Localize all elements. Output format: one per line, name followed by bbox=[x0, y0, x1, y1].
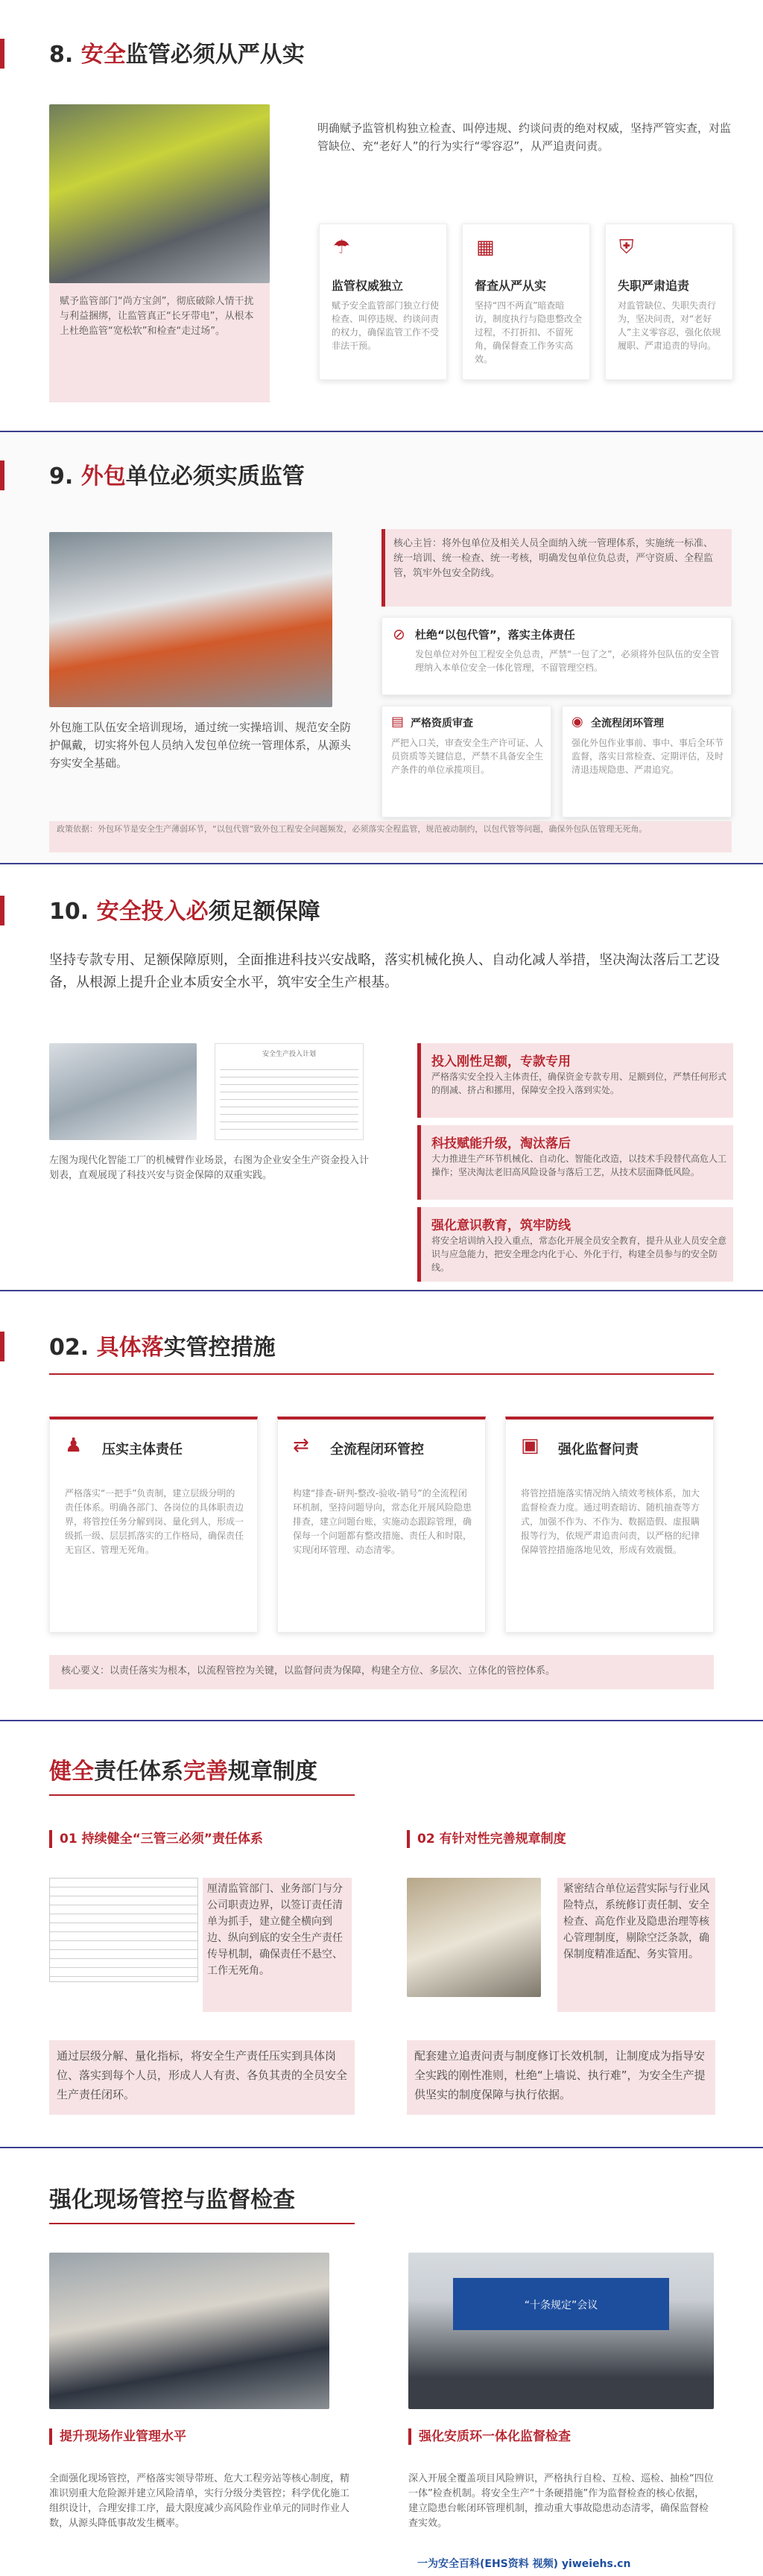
right-text: 紧密结合单位运营实际与行业风险特点，系统修订责任制、安全检查、高危作业及隐患治理等核心管理制度，剔除空泛条款，确保制度精准适配、务实管用。 bbox=[563, 1883, 709, 1961]
section-10-intro: 坚持专款专用、足额保障原则，全面推进科技兴安战略，落实机械化换人、自动化减人举措，坚决淘汰落后工艺设备，从根源上提升企业本质安全水平，筑牢安全生产根基。 bbox=[49, 952, 720, 990]
left-text: 厘清监管部门、业务部门与分公司职责边界，以签订责任清单为抓手，建立健全横向到边、纵向到底的安全生产责任传导机制，确保责任不悬空、工作无死角。 bbox=[207, 1883, 343, 1977]
investment-text: 严格落实安全投入主体责任，确保资金专款专用、足额到位，严禁任何形式的削减、挤占和挪用，保障安全投入落到实处。 bbox=[431, 1072, 727, 1095]
right-head: 02 有针对性完善规章制度 bbox=[417, 1832, 566, 1846]
left-head-bar bbox=[49, 1830, 52, 1848]
meeting-photo bbox=[408, 2253, 714, 2409]
title-underline bbox=[49, 1373, 714, 1375]
qualification-card bbox=[382, 706, 551, 817]
field-underline bbox=[49, 2223, 355, 2224]
right-head-bar bbox=[408, 2428, 411, 2445]
education-box bbox=[417, 1207, 733, 1282]
closed-loop-title: 全流程闭环管理 bbox=[591, 718, 664, 730]
card-text: 严格落实“一把手”负责制，建立层级分明的责任体系。明确各部门、各岗位的具体职责边界，将管控任务分解到岗、量化到人，形成一级抓一级、层层抓落实的工作格局，确保责任无盲区、管理无死角。 bbox=[65, 1488, 244, 1555]
policy-note-text: 政策依据：外包环节是安全生产薄弱环节，“以包代管”致外包工程安全问题频发，必须落实全程监管，规范被动制约，以包代管等问题，确保外包队伍管理无死角。 bbox=[57, 824, 648, 834]
left-head: 提升现场作业管理水平 bbox=[60, 2429, 186, 2444]
training-caption: 外包施工队伍安全培训现场，通过统一实操培训、规范安全防护佩戴，切实将外包人员纳入发包单位统一管理体系，从源头夯实安全基础。 bbox=[49, 721, 352, 770]
shield-icon: ⛨ bbox=[619, 236, 634, 259]
document-icon: ▤ bbox=[391, 714, 405, 730]
left-text: 全面强化现场管控，严格落实领导带班、危大工程旁站等核心制度，精准识别重大危险源并建立风险清单，实行分级分类管控；科学优化施工组织设计，合理安排工序，最大限度减少高风险作业单元的同时作业人数，从源头降低事故发生概率。 bbox=[49, 2473, 350, 2529]
budget-table-title: 安全生产投入计划 bbox=[262, 1051, 316, 1058]
section-8 bbox=[0, 0, 763, 432]
person-icon: ♟ bbox=[65, 1434, 83, 1457]
section-9 bbox=[0, 432, 763, 864]
card-title: 压实主体责任 bbox=[102, 1442, 183, 1458]
technology-box bbox=[417, 1125, 733, 1200]
card-responsibility bbox=[49, 1417, 258, 1633]
card-title: 失职严肃追责 bbox=[618, 279, 690, 293]
card-title: 督查从严从实 bbox=[475, 279, 547, 293]
card-closed-loop bbox=[277, 1417, 486, 1633]
section-duty-system bbox=[0, 1721, 763, 2148]
technology-text: 大力推进生产环节机械化、自动化、智能化改造，以技术手段替代高危人工操作；坚决淘汰老旧高风险设备与落后工艺，从技术层面降低风险。 bbox=[431, 1153, 727, 1177]
budget-table-grid bbox=[220, 1063, 358, 1134]
right-text: 深入开展全覆盖项目风险辨识，严格执行自检、互检、巡检、抽检“四位一体”检查机制。将安全生产“十条硬措施”作为监督检查的核心依据，建立隐患台帐闭环管理机制，推动重大事故隐患动态清零，确保监督检查实效。 bbox=[408, 2473, 714, 2529]
duty-title: 健全责任体系完善规章制度 bbox=[49, 1759, 317, 1785]
card-text: 对监管缺位、失职失责行为，坚决问责，对“老好人”主义零容忍，强化依规履职、严肃追责的导向。 bbox=[618, 300, 721, 351]
section-8-title: 8. 安全监管必须从严从实 bbox=[49, 42, 305, 68]
eye-icon: ◉ bbox=[572, 714, 583, 730]
qualification-title: 严格资质审查 bbox=[411, 718, 473, 730]
section-10-caption: 左图为现代化智能工厂的机械臂作业场景，右图为企业安全生产资金投入计划表，直观展现了科技兴安与资金保障的双重实践。 bbox=[49, 1155, 370, 1181]
qualification-text: 严把入口关，审查安全生产许可证、人员资质等关键信息，严禁不具备安全生产条件的单位承揽项目。 bbox=[391, 738, 544, 775]
site-team-photo bbox=[49, 2253, 329, 2409]
umbrella-icon: ☂ bbox=[333, 236, 351, 259]
left-underline bbox=[49, 1794, 355, 1796]
title-accent-bar bbox=[0, 1332, 4, 1361]
card-supervision-independent bbox=[319, 224, 447, 380]
investment-title: 投入刚性足额，专款专用 bbox=[431, 1054, 571, 1069]
card-accountability bbox=[605, 224, 733, 380]
education-text: 将安全培训纳入投入重点，常态化开展全员安全教育，提升从业人员安全意识与应急能力，把安全理念内化于心、外化于行，构建全员参与的安全防线。 bbox=[431, 1235, 727, 1273]
ban-text: 发包单位对外包工程安全负总责，严禁“一包了之”，必须将外包队伍的安全管理纳入本单位安全一体化管理，不留管理空档。 bbox=[415, 649, 720, 673]
section-10-title: 10. 安全投入必须足额保障 bbox=[49, 899, 320, 925]
card-title: 全流程闭环管控 bbox=[330, 1442, 424, 1458]
card-title: 强化监督问责 bbox=[558, 1442, 639, 1458]
right-head-bar bbox=[407, 1830, 410, 1848]
card-title: 监管权威独立 bbox=[332, 279, 404, 293]
budget-table-image bbox=[215, 1043, 364, 1140]
calendar-icon: ▦ bbox=[476, 236, 495, 259]
section-field-control bbox=[0, 2148, 763, 2576]
left-head: 01 持续健全“三管三必须”责任体系 bbox=[60, 1832, 263, 1846]
binders-photo bbox=[407, 1878, 541, 1997]
ban-card bbox=[382, 617, 732, 695]
section-8-intro: 明确赋予监管机构独立检查、叫停违规、约谈问责的绝对权威，坚持严管实查，对监管缺位、充“老好人”的行为实行“零容忍”，从严追责问责。 bbox=[317, 121, 732, 153]
left-head-bar bbox=[49, 2428, 52, 2445]
closed-loop-card bbox=[562, 706, 732, 817]
card-text: 赋予安全监管部门独立行使检查、叫停违规、约谈问责的权力，确保监管工作不受非法干预。 bbox=[332, 300, 440, 351]
training-photo bbox=[49, 532, 332, 707]
right-bottom-text: 配套建立追责问责与制度修订长效机制，让制度成为指导安全实践的刚性准则，杜绝“上墙说、执行难”，为安全生产提供坚实的制度保障与执行依据。 bbox=[414, 2049, 706, 2101]
core-summary-text: 核心要义：以责任落实为根本，以流程管控为关键，以监督问责为保障，构建全方位、多层次、立体化的管控体系。 bbox=[61, 1665, 556, 1677]
left-bottom-text: 通过层级分解、量化指标，将安全生产责任压实到具体岗位、落实到每个人员，形成人人有责、各负其责的全员安全生产责任闭环。 bbox=[57, 2049, 348, 2101]
section-9-title: 9. 外包单位必须实质监管 bbox=[49, 463, 305, 490]
ban-icon: ⊘ bbox=[393, 625, 405, 643]
meeting-screen: “十条规定”会议 bbox=[453, 2278, 669, 2330]
title-accent-bar bbox=[0, 896, 4, 925]
section-10 bbox=[0, 864, 763, 1291]
cycle-icon: ⇄ bbox=[293, 1434, 309, 1457]
core-text: 核心主旨：将外包单位及相关人员全面纳入统一管理体系，实施统一标准、统一培训、统一检查、统一考核，明确发包单位负总责，严守资质、全程监管，筑牢外包安全防线。 bbox=[393, 538, 714, 579]
inspector-photo bbox=[49, 104, 270, 283]
closed-loop-text: 强化外包作业事前、事中、事后全环节监督，落实日常检查、定期评估，及时清退违规隐患、严肃追究。 bbox=[572, 738, 724, 775]
card-text: 坚持“四不两直”暗查暗访，制度执行与隐患整改全过程，不打折扣、不留死角，确保督查工作务实高效。 bbox=[475, 300, 583, 364]
calendar-check-icon: ▣ bbox=[521, 1434, 539, 1457]
card-text: 构建“排查-研判-整改-验收-销号”的全流程闭环机制，坚持问题导向，常态化开展风险隐患排查，建立问题台账，实施动态跟踪管理，确保每一个问题都有整改措施、责任人和时限，实现闭环管理、动态清零。 bbox=[293, 1488, 472, 1555]
responsibility-table-image bbox=[49, 1878, 198, 1982]
card-text: 将管控措施落实情况纳入绩效考核体系，加大监督检查力度。通过明查暗访、随机抽查等方式，加强不作为、不作为、数据造假、虚报瞒报等行为，依规严肃追责问责，以严格的纪律保障管控措施落地见效，形成有效震慑。 bbox=[521, 1488, 700, 1555]
right-head: 强化安质环一体化监督检查 bbox=[419, 2429, 571, 2444]
robot-arm-photo bbox=[49, 1043, 197, 1140]
technology-title: 科技赋能升级，淘汰落后 bbox=[431, 1136, 571, 1151]
card-supervision bbox=[505, 1417, 714, 1633]
section-02-title: 02. 具体落实管控措施 bbox=[49, 1335, 276, 1361]
title-accent-bar bbox=[0, 39, 4, 69]
title-accent-bar bbox=[0, 461, 4, 490]
left-note-text: 赋予监管部门“尚方宝剑”，彻底破除人情干扰与利益捆绑，让监管真正“长牙带电”，从根本上杜绝监管“宽松软”和检查“走过场”。 bbox=[60, 296, 254, 337]
field-title: 强化现场管控与监督检查 bbox=[49, 2187, 295, 2213]
card-strict-inspection bbox=[462, 224, 590, 380]
section-02 bbox=[0, 1291, 763, 1721]
footer-watermark: 一为安全百科(EHS资料 视频) yiweiehs.cn bbox=[417, 2558, 631, 2570]
ban-title: 杜绝“以包代管”，落实主体责任 bbox=[415, 628, 575, 642]
investment-box bbox=[417, 1043, 733, 1118]
education-title: 强化意识教育，筑牢防线 bbox=[431, 1218, 571, 1233]
